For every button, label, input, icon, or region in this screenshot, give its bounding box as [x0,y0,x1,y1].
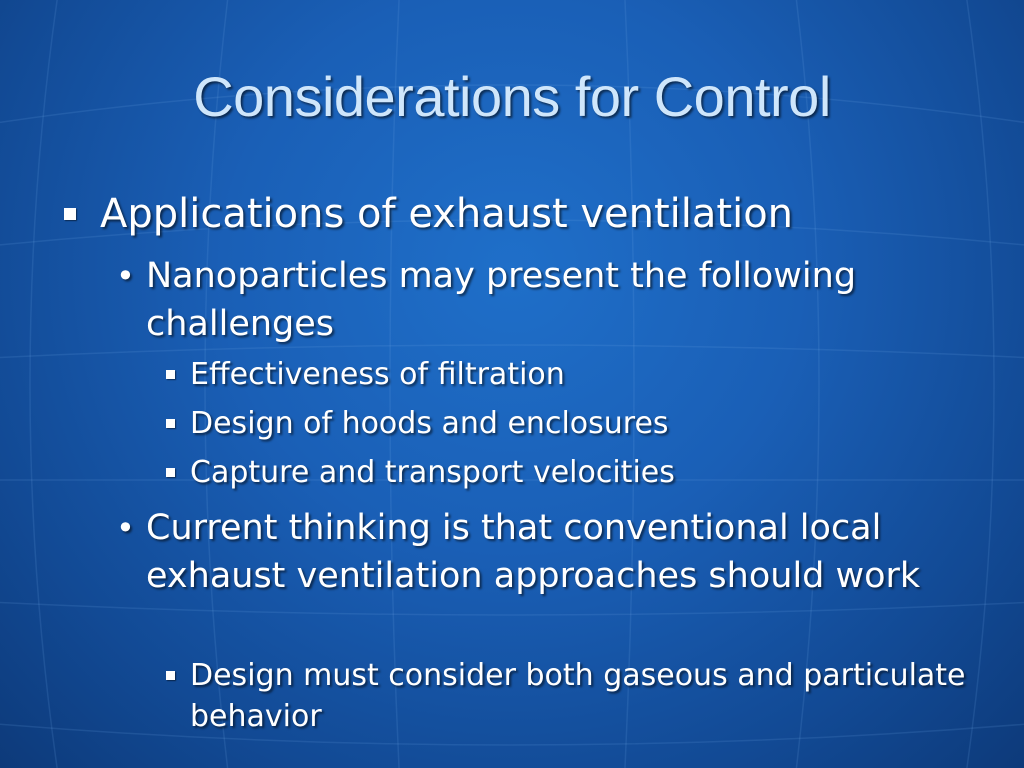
bullet-text: Effectiveness of filtration [190,357,565,392]
slide-title: Considerations for Control [193,65,831,128]
square-bullet-icon [166,370,175,379]
square-bullet-icon [166,419,175,428]
bullet-text: Design of hoods and enclosures [190,406,669,441]
bullet-level2-current-thinking [116,504,976,600]
bullet-level3-gaseous-particulate [190,655,990,737]
bullet-level3-filtration [190,354,990,395]
square-bullet-icon [166,671,175,680]
bullet-text: Capture and transport velocities [190,455,675,490]
bullet-text: Nanoparticles may present the following challenges [146,256,857,344]
square-bullet-icon [64,208,76,220]
bullet-level2-nanoparticles [116,252,976,348]
round-bullet-icon: • [116,509,135,547]
bullet-level1-exhaust-ventilation [100,188,793,240]
bullet-level3-hoods [190,403,990,444]
bullet-text: Applications of exhaust ventilation [100,191,794,237]
round-bullet-icon: • [116,257,135,295]
bullet-text: Current thinking is that conventional local exhaust ventilation approaches should work [146,508,921,596]
bullet-text: Design must consider both gaseous and particulate behavior [190,658,966,734]
bullet-level3-velocities [190,452,990,493]
square-bullet-icon [166,468,175,477]
